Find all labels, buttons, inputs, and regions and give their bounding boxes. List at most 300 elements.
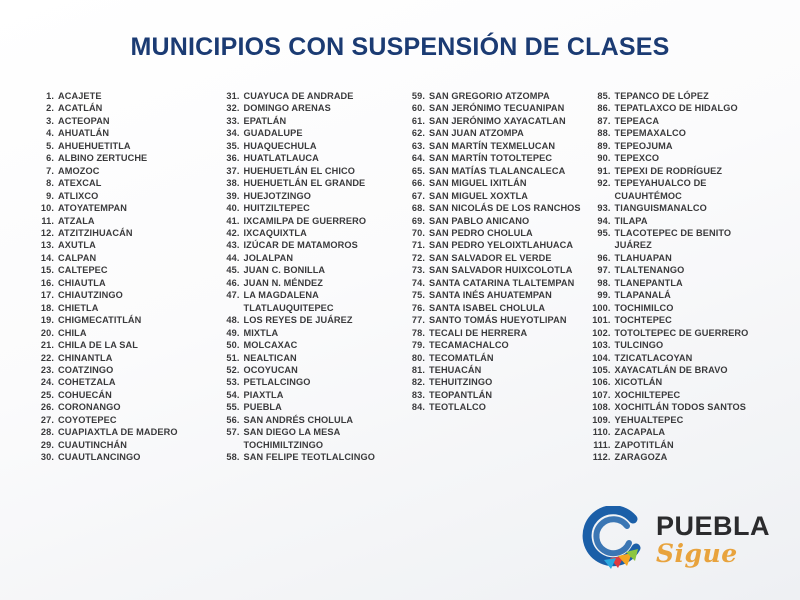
list-item-label: TZICATLACOYAN (614, 352, 693, 363)
list-item (220, 401, 398, 413)
list-item (405, 252, 583, 264)
list-item-label: CHIAUTLA (58, 277, 106, 288)
list-item-number: 105. (592, 364, 611, 375)
list-item-number: 87. (597, 115, 611, 126)
list-item-label: CUAUTINCHÁN (58, 439, 127, 450)
list-item (34, 352, 212, 364)
list-item-label: HUAQUECHULA (243, 140, 317, 151)
list-item-number: 74. (411, 277, 425, 288)
list-item (591, 90, 769, 102)
list-item-number: 9. (46, 190, 54, 201)
column-1 (34, 90, 220, 464)
list-item-label: COHUECÁN (58, 389, 112, 400)
list-item-label: ZACAPALA (614, 427, 666, 438)
list-item-number: 59. (411, 91, 425, 101)
list-item-number: 81. (411, 364, 425, 375)
list-item-label: ZARAGOZA (614, 452, 668, 463)
list-item-label: ACATLÁN (58, 103, 103, 114)
list-item-label: PUEBLA (243, 402, 282, 413)
list-item (220, 90, 398, 102)
list-item-number: 54. (226, 389, 240, 400)
list-item-label: SANTA CATARINA TLALTEMPAN (429, 277, 575, 288)
list-item-number: 108. (592, 402, 611, 413)
list-item (405, 302, 583, 314)
list-item-label: ACAJETE (58, 91, 102, 101)
list-item-number: 107. (592, 389, 611, 400)
list-item-label: LA MAGDALENA TLATLAUQUITEPEC (243, 290, 334, 313)
list-item-label: SAN MIGUEL XOXTLA (429, 190, 529, 201)
list-item-number: 22. (40, 352, 54, 363)
list-item-number: 85. (597, 91, 611, 101)
list-item-label: SAN JERÓNIMO XAYACATLAN (429, 115, 566, 126)
list-item-number: 17. (40, 290, 54, 301)
list-item (591, 252, 769, 264)
list-item (591, 426, 769, 438)
list-item-label: SANTO TOMÁS HUEYOTLIPAN (429, 315, 567, 326)
list-item-label: LOS REYES DE JUÁREZ (243, 315, 353, 326)
municipality-list-3 (405, 90, 583, 414)
list-item-number: 4. (46, 128, 54, 139)
list-item-label: ATZALA (58, 215, 95, 226)
list-item-number: 41. (226, 215, 240, 226)
list-item-number: 47. (226, 290, 240, 301)
list-item-label: TEOPANTLÁN (429, 389, 493, 400)
list-item-number: 89. (597, 140, 611, 151)
list-item-number: 49. (226, 327, 240, 338)
list-item (405, 389, 583, 401)
list-item-number: 46. (226, 277, 240, 288)
list-item (591, 451, 769, 463)
list-item-label: JUAN C. BONILLA (243, 265, 326, 276)
list-item-number: 67. (411, 190, 425, 201)
list-item-number: 92. (597, 178, 611, 189)
list-item-number: 90. (597, 153, 611, 164)
list-item-label: TOCHIMILCO (614, 302, 674, 313)
list-item-label: TEPEACA (614, 115, 660, 126)
list-item-label: ATZITZIHUACÁN (58, 227, 133, 238)
list-item (220, 239, 398, 251)
list-item-number: 83. (411, 389, 425, 400)
list-item-label: SAN MIGUEL IXITLÁN (429, 178, 527, 189)
list-item (405, 277, 583, 289)
list-item (220, 252, 398, 264)
list-item-number: 63. (411, 140, 425, 151)
list-item-number: 98. (597, 277, 611, 288)
list-item-number: 33. (226, 115, 240, 126)
list-item-label: COHETZALA (58, 377, 116, 388)
page-title: MUNICIPIOS CON SUSPENSIÓN DE CLASES (130, 33, 670, 61)
list-item (34, 177, 212, 189)
list-item-label: SAN MARTÍN TEXMELUCAN (429, 140, 556, 151)
list-item (591, 140, 769, 152)
list-item (405, 177, 583, 189)
list-item-label: SAN FELIPE TEOTLALCINGO (243, 452, 375, 463)
list-item-label: ALBINO ZERTUCHE (58, 153, 148, 164)
list-item-number: 101. (592, 315, 611, 326)
list-item-label: MIXTLA (243, 327, 279, 338)
list-item-label: YEHUALTEPEC (614, 414, 684, 425)
list-item (220, 140, 398, 152)
list-item (220, 190, 398, 202)
list-item (591, 202, 769, 214)
list-item-number: 25. (40, 389, 54, 400)
list-item (591, 327, 769, 339)
list-item-label: EPATLÁN (243, 115, 287, 126)
list-item-label: TEPANCO DE LÓPEZ (614, 91, 709, 101)
list-item-number: 51. (226, 352, 240, 363)
list-item-number: 97. (597, 265, 611, 276)
municipality-columns (34, 90, 776, 464)
list-item (220, 165, 398, 177)
list-item (220, 451, 398, 463)
list-item-label: SAN SALVADOR EL VERDE (429, 252, 552, 263)
list-item-label: TEPEXCO (614, 153, 660, 164)
list-item (34, 451, 212, 463)
list-item (220, 289, 398, 314)
list-item (591, 364, 769, 376)
list-item-label: HUEHUETLÁN EL CHICO (243, 165, 355, 176)
list-item-number: 42. (226, 227, 240, 238)
list-item (34, 127, 212, 139)
list-item-number: 84. (411, 402, 425, 413)
list-item (405, 190, 583, 202)
municipality-list-2 (220, 90, 398, 464)
list-item-label: IXCAMILPA DE GUERRERO (243, 215, 367, 226)
list-item-label: TECALI DE HERRERA (429, 327, 528, 338)
list-item (34, 215, 212, 227)
list-item (34, 190, 212, 202)
list-item-number: 14. (40, 252, 54, 263)
list-item (220, 327, 398, 339)
list-item (220, 152, 398, 164)
list-item (591, 227, 769, 252)
list-item-number: 64. (411, 153, 425, 164)
list-item (220, 314, 398, 326)
list-item-number: 30. (40, 452, 54, 463)
list-item-number: 73. (411, 265, 425, 276)
list-item-label: CHIAUTZINGO (58, 290, 123, 301)
list-item-label: SAN PABLO ANICANO (429, 215, 530, 226)
list-item-label: JOLALPAN (243, 252, 294, 263)
list-item-label: CHIGMECATITLÁN (58, 315, 142, 326)
list-item-number: 70. (411, 227, 425, 238)
list-item-number: 1. (46, 91, 54, 101)
list-item (591, 127, 769, 139)
list-item (405, 314, 583, 326)
municipality-list-4 (591, 90, 769, 464)
list-item-number: 112. (592, 452, 611, 463)
list-item-number: 45. (226, 265, 240, 276)
list-item-label: TIANGUISMANALCO (614, 203, 707, 214)
list-item-number: 80. (411, 352, 425, 363)
list-item-label: SAN JERÓNIMO TECUANIPAN (429, 103, 565, 114)
list-item-number: 66. (411, 178, 425, 189)
list-item-label: TILAPA (614, 215, 648, 226)
list-item (34, 152, 212, 164)
list-item (591, 376, 769, 388)
list-item-label: CORONANGO (58, 402, 121, 413)
list-item-label: AHUEHUETITLA (58, 140, 131, 151)
list-item-number: 10. (40, 203, 54, 214)
list-item-number: 86. (597, 103, 611, 114)
list-item (405, 152, 583, 164)
list-item-label: HUATLATLAUCA (243, 153, 319, 164)
list-item-label: TOCHTEPEC (614, 315, 672, 326)
list-item (405, 376, 583, 388)
list-item (405, 140, 583, 152)
list-item (591, 289, 769, 301)
list-item-label: HUEHUETLÁN EL GRANDE (243, 178, 366, 189)
list-item-number: 7. (46, 165, 54, 176)
list-item-number: 29. (40, 439, 54, 450)
list-item-number: 72. (411, 252, 425, 263)
list-item-number: 57. (226, 427, 240, 438)
list-item-number: 106. (592, 377, 611, 388)
list-item-number: 102. (592, 327, 611, 338)
list-item-label: NEALTICAN (243, 352, 297, 363)
list-item (220, 227, 398, 239)
list-item-number: 20. (40, 327, 54, 338)
list-item-label: SAN MARTÍN TOTOLTEPEC (429, 153, 553, 164)
list-item-number: 8. (46, 178, 54, 189)
list-item-label: GUADALUPE (243, 128, 303, 139)
list-item-label: AXUTLA (58, 240, 96, 251)
list-item (34, 327, 212, 339)
list-item (405, 327, 583, 339)
list-item (34, 252, 212, 264)
list-item (405, 202, 583, 214)
list-item-label: SAN JUAN ATZOMPA (429, 128, 524, 139)
list-item-label: PIAXTLA (243, 389, 284, 400)
list-item (591, 215, 769, 227)
list-item-label: SAN PEDRO CHOLULA (429, 227, 533, 238)
list-item-label: HUEJOTZINGO (243, 190, 311, 201)
list-item (405, 289, 583, 301)
list-item-number: 28. (40, 427, 54, 438)
list-item-number: 11. (41, 215, 54, 226)
list-item-label: MOLCAXAC (243, 340, 298, 351)
list-item-number: 31. (226, 91, 240, 101)
list-item (591, 302, 769, 314)
list-item-label: AMOZOC (58, 165, 100, 176)
list-item-label: CUAUTLANCINGO (58, 452, 141, 463)
list-item-number: 32. (226, 103, 240, 114)
list-item (34, 277, 212, 289)
list-item-label: XICOTLÁN (614, 377, 663, 388)
list-item (34, 239, 212, 251)
list-item (591, 389, 769, 401)
list-item-number: 52. (226, 364, 240, 375)
list-item (591, 439, 769, 451)
list-item (34, 165, 212, 177)
list-item-label: XOCHITLÁN TODOS SANTOS (614, 402, 747, 413)
list-item-number: 6. (46, 153, 54, 164)
list-item-number: 23. (40, 364, 54, 375)
list-item-label: SANTA ISABEL CHOLULA (429, 302, 546, 313)
list-item-label: SAN ANDRÉS CHOLULA (243, 414, 354, 425)
list-item-number: 27. (40, 414, 54, 425)
list-item (591, 314, 769, 326)
list-item-number: 38. (226, 178, 240, 189)
list-item-number: 13. (40, 240, 54, 251)
list-item-label: CHINANTLA (58, 352, 113, 363)
list-item-number: 60. (411, 103, 425, 114)
list-item-number: 110. (592, 427, 611, 438)
list-item-number: 96. (597, 252, 611, 263)
list-item-number: 61. (411, 115, 425, 126)
list-item-label: TECOMATLÁN (429, 352, 494, 363)
list-item-label: TEPEMAXALCO (614, 128, 687, 139)
list-item (591, 102, 769, 114)
list-item-number: 2. (46, 103, 54, 114)
list-item-label: CALTEPEC (58, 265, 108, 276)
list-item (405, 127, 583, 139)
list-item-number: 37. (226, 165, 240, 176)
list-item (220, 414, 398, 426)
list-item-label: TOTOLTEPEC DE GUERRERO (614, 327, 749, 338)
list-item-label: PETLALCINGO (243, 377, 311, 388)
list-item (34, 227, 212, 239)
list-item-number: 78. (411, 327, 425, 338)
list-item-label: SAN PEDRO YELOIXTLAHUACA (429, 240, 574, 251)
puebla-sigue-logo (580, 506, 770, 572)
list-item (34, 364, 212, 376)
list-item (220, 177, 398, 189)
list-item-number: 69. (411, 215, 425, 226)
list-item-label: SAN GREGORIO ATZOMPA (429, 91, 550, 101)
list-item (34, 202, 212, 214)
list-item-number: 58. (226, 452, 240, 463)
list-item-number: 24. (40, 377, 54, 388)
list-item (405, 227, 583, 239)
list-item (220, 376, 398, 388)
circle-swoosh-icon (580, 506, 646, 572)
list-item-label: TECAMACHALCO (429, 340, 509, 351)
logo-secondary-text: Sigue (655, 538, 738, 568)
list-item (405, 102, 583, 114)
list-item-number: 103. (592, 340, 611, 351)
list-item (405, 339, 583, 351)
logo-primary-text: PUEBLA (655, 510, 770, 541)
list-item (220, 339, 398, 351)
list-item-number: 21. (40, 340, 54, 351)
list-item-number: 93. (597, 203, 611, 214)
list-item-number: 48. (226, 315, 240, 326)
list-item (591, 264, 769, 276)
list-item-label: CHILA DE LA SAL (58, 340, 138, 351)
list-item-number: 53. (226, 377, 240, 388)
list-item (34, 314, 212, 326)
list-item (591, 352, 769, 364)
list-item-number: 44. (226, 252, 240, 263)
list-item-label: CUAYUCA DE ANDRADE (243, 91, 354, 101)
list-item-label: TLANEPANTLA (614, 277, 683, 288)
list-item-label: DOMINGO ARENAS (243, 103, 331, 114)
list-item-label: ATLIXCO (58, 190, 99, 201)
list-item-label: CHILA (58, 327, 87, 338)
list-item-number: 55. (226, 402, 240, 413)
list-item-label: SAN DIEGO LA MESA TOCHIMILTZINGO (243, 427, 340, 450)
list-item-number: 26. (40, 402, 54, 413)
list-item-number: 68. (411, 203, 425, 214)
list-item (405, 401, 583, 413)
list-item (34, 302, 212, 314)
list-item (591, 165, 769, 177)
list-item-label: TEPEYAHUALCO DE CUAUHTÉMOC (614, 178, 707, 201)
list-item (34, 289, 212, 301)
list-item-number: 65. (411, 165, 425, 176)
list-item-label: ACTEOPAN (58, 115, 110, 126)
list-item-label: TLAHUAPAN (614, 252, 672, 263)
list-item (34, 401, 212, 413)
list-item-label: COATZINGO (58, 364, 114, 375)
list-item-number: 12. (40, 227, 54, 238)
list-item-number: 91. (597, 165, 611, 176)
list-item-label: TEOTLALCO (429, 402, 487, 413)
list-item-number: 40. (226, 203, 240, 214)
list-item (591, 115, 769, 127)
list-item-label: SAN MATÍAS TLALANCALECA (429, 165, 566, 176)
list-item-number: 3. (46, 115, 54, 126)
list-item-number: 15. (40, 265, 54, 276)
list-item-number: 75. (411, 290, 425, 301)
list-item-number: 82. (411, 377, 425, 388)
list-item-label: XOCHILTEPEC (614, 389, 681, 400)
list-item-label: ZAPOTITLÁN (614, 439, 674, 450)
list-item (34, 102, 212, 114)
list-item (591, 152, 769, 164)
list-item-number: 50. (226, 340, 240, 351)
list-item-label: TEPATLAXCO DE HIDALGO (614, 103, 738, 114)
column-2 (220, 90, 406, 464)
list-item-number: 19. (40, 315, 54, 326)
list-item-number: 16. (40, 277, 54, 288)
list-item-label: TULCINGO (614, 340, 664, 351)
list-item-number: 71. (411, 240, 425, 251)
list-item-number: 36. (226, 153, 240, 164)
list-item (220, 277, 398, 289)
list-item (405, 90, 583, 102)
list-item-label: SAN NICOLÁS DE LOS RANCHOS (429, 203, 581, 214)
list-item (405, 264, 583, 276)
list-item-number: 100. (592, 302, 611, 313)
list-item-label: TLAPANALÁ (614, 290, 671, 301)
list-item-label: CUAPIAXTLA DE MADERO (58, 427, 178, 438)
list-item-label: COYOTEPEC (58, 414, 117, 425)
list-item-number: 35. (226, 140, 240, 151)
list-item (34, 140, 212, 152)
list-item (220, 102, 398, 114)
list-item-label: TEHUACÁN (429, 364, 482, 375)
list-item (34, 376, 212, 388)
list-item-label: AHUATLÁN (58, 128, 110, 139)
list-item-label: CALPAN (58, 252, 97, 263)
list-item-label: CHIETLA (58, 302, 99, 313)
list-item (591, 177, 769, 202)
list-item-label: TEPEXI DE RODRÍGUEZ (614, 165, 723, 176)
list-item (220, 264, 398, 276)
list-item-label: XAYACATLÁN DE BRAVO (614, 364, 728, 375)
list-item-number: 62. (411, 128, 425, 139)
list-item-label: ATOYATEMPAN (58, 203, 127, 214)
list-item (591, 401, 769, 413)
list-item-label: OCOYUCAN (243, 364, 298, 375)
list-item (405, 352, 583, 364)
column-4 (591, 90, 777, 464)
list-item-label: IZÚCAR DE MATAMOROS (243, 240, 358, 251)
list-item (34, 389, 212, 401)
list-item (34, 115, 212, 127)
